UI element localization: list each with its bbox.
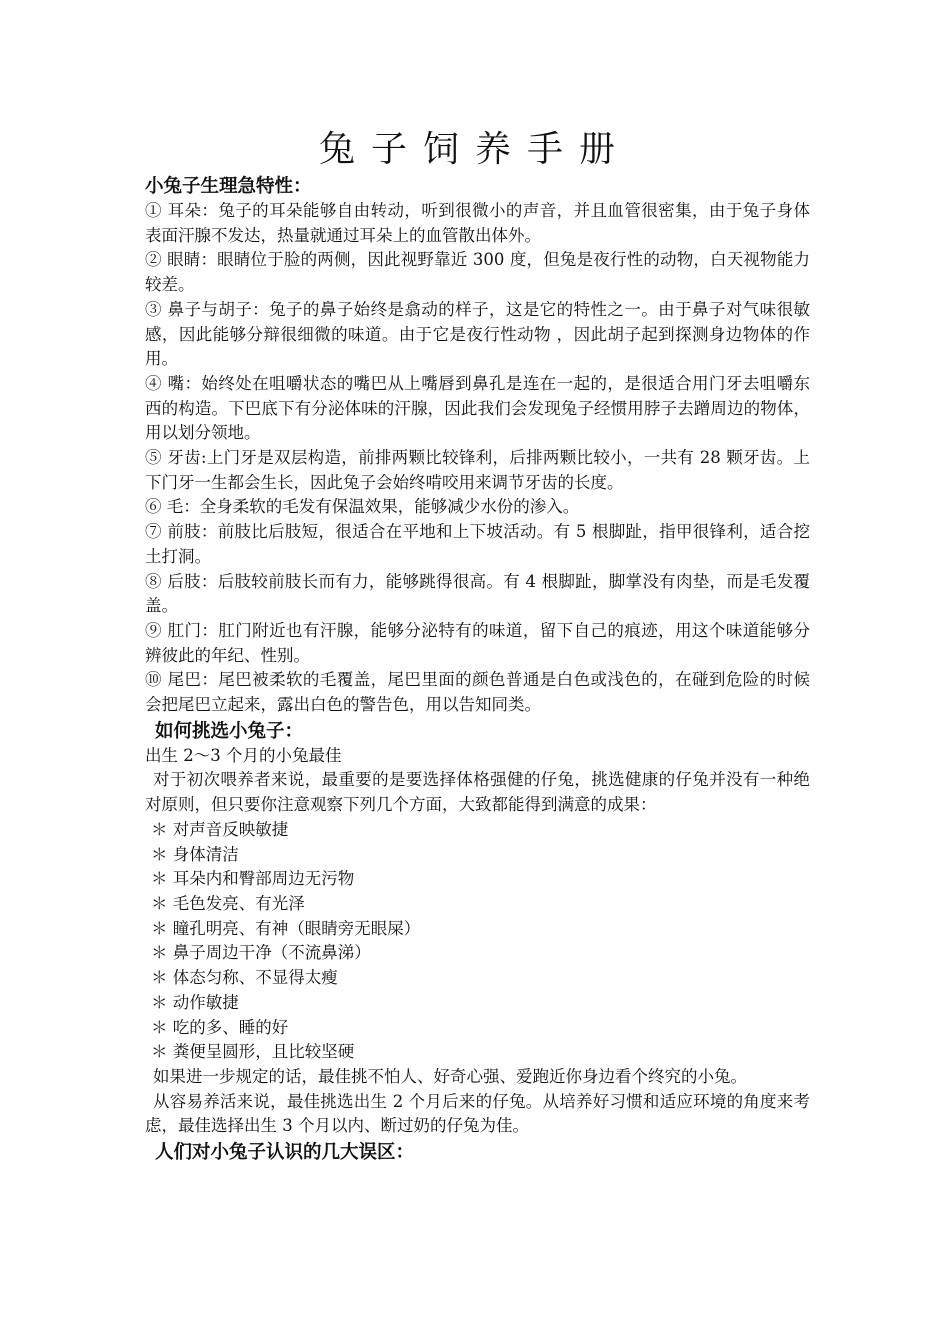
physiology-item-tail: ⑩ 尾巴：尾巴被柔软的毛覆盖，尾巴里面的颜色普通是白色或浅色的，在碰到危险的时候会把尾巴立起来，露出白色的警告色，用以告知同类。 (145, 670, 810, 715)
section-heading-physiology: 小兔子生理急特性： (145, 176, 312, 197)
physiology-item-ears: ① 耳朵：兔子的耳朵能够自由转动，听到很微小的声音，并且血管很密集，由于兔子身体表面汗腺不发达，热量就通过耳朵上的血管散出体外。 (145, 201, 810, 245)
selection-bullet: ＊ 瞳孔明亮、有神（眼睛旁无眼屎） (151, 918, 421, 938)
selection-subline: 出生 2～3 个月的小兔最佳 (145, 745, 342, 765)
selection-bullet: ＊ 对声音反映敏捷 (151, 819, 289, 839)
physiology-item-eyes: ② 眼睛：眼睛位于脸的两侧，因此视野靠近 300 度，但兔是夜行性的动物，白天视物能力较差。 (145, 250, 810, 295)
selection-intro: 对于初次喂养者来说，最重要的是要选择体格强健的仔兔，挑选健康的仔兔并没有一种绝对原则，但只要你注意观察下列几个方面，大致都能得到满意的成果： (145, 770, 810, 815)
section-heading-selection: 如何挑选小兔子： (155, 720, 304, 742)
selection-bullet: ＊ 粪便呈圆形，且比较坚硬 (151, 1042, 355, 1062)
physiology-item-nose: ③ 鼻子与胡子：兔子的鼻子始终是翕动的样子，这是它的特性之一。由于鼻子对气味很敏感，因此能够分辩很细微的味道。由于它是夜行性动物 ，因此胡子起到探测身边物体的作用。 (145, 299, 810, 369)
section-heading-misconceptions: 人们对小兔子认识的几大误区： (155, 1142, 415, 1164)
physiology-item-forelimbs: ⑦ 前肢：前肢比后肢短，很适合在平地和上下坡活动。有 5 根脚趾，指甲很锋利，适合挖土打洞。 (145, 522, 810, 566)
selection-bullet: ＊ 动作敏捷 (151, 992, 239, 1012)
selection-bullet: ＊ 身体清洁 (151, 844, 239, 864)
selection-bullet: ＊ 毛色发亮、有光泽 (151, 893, 305, 913)
physiology-item-anus: ⑨ 肛门：肛门附近也有汗腺，能够分泌特有的味道，留下自己的痕迹，用这个味道能够分辨彼此的年纪、性别。 (145, 620, 810, 665)
document-title: 兔子饲养手册 (318, 129, 631, 170)
selection-bullet: ＊ 体态匀称、不显得太瘦 (151, 968, 338, 988)
physiology-item-fur: ⑥ 毛：全身柔软的毛发有保温效果，能够减少水份的渗入。 (145, 497, 580, 517)
selection-bullet: ＊ 鼻子周边干净（不流鼻涕） (151, 943, 371, 963)
selection-bullet: ＊ 耳朵内和臀部周边无污物 (151, 869, 355, 889)
physiology-item-hindlimbs: ⑧ 后肢：后肢较前肢长而有力，能够跳得很高。有 4 根脚趾，脚掌没有肉垫，而是毛发覆盖。 (145, 571, 810, 616)
selection-paragraph: 如果进一步规定的话，最佳挑不怕人、好奇心强、爱跑近你身边看个终究的小兔。 (153, 1066, 747, 1086)
physiology-item-mouth: ④ 嘴：始终处在咀嚼状态的嘴巴从上嘴唇到鼻孔是连在一起的，是很适合用门牙去咀嚼东西的构造。下巴底下有分泌体味的汗腺，因此我们会发现兔子经惯用脖子去蹭周边的物体，用以划分领地。 (145, 373, 810, 443)
selection-bullet: ＊ 吃的多、睡的好 (151, 1017, 289, 1037)
selection-paragraph: 从容易养活来说，最佳挑选出生 2 个月后来的仔兔。从培养好习惯和适应环境的角度来考虑，最佳选择出生 3 个月以内、断过奶的仔兔为佳。 (145, 1091, 810, 1136)
physiology-item-teeth: ⑤ 牙齿:上门牙是双层构造，前排两颗比较锋利，后排两颗比较小，一共有 28 颗牙齿。上下门牙一生都会生长，因此兔子会始终啃咬用来调节牙齿的长度。 (145, 448, 810, 492)
document-body (145, 174, 810, 1165)
